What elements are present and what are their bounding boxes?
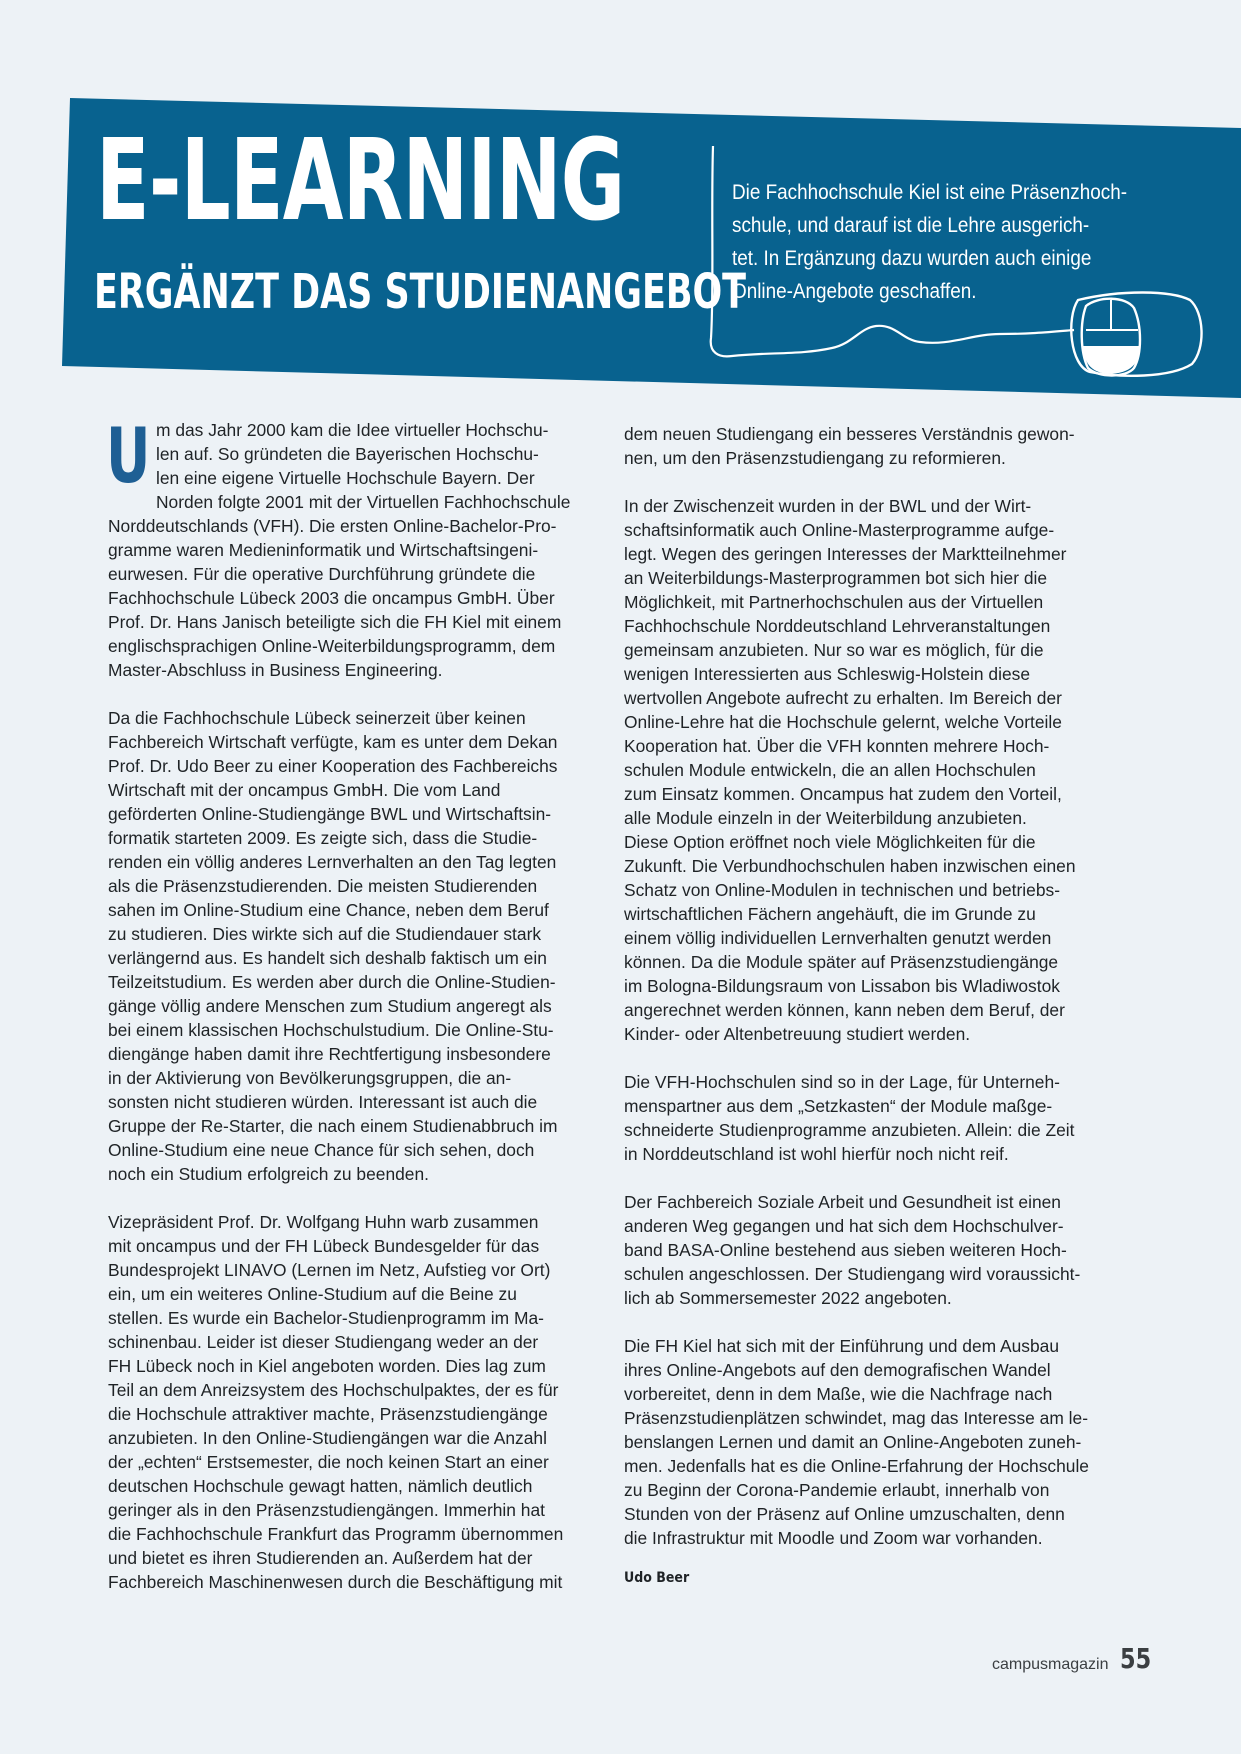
text-line: dem neuen Studiengang ein besseres Verständnis gewon- <box>624 424 1075 444</box>
text-line: Fachbereich Maschinenwesen durch die Beschäftigung mit <box>108 1572 563 1592</box>
paragraph <box>624 1334 1124 1550</box>
text-line: Fachhochschule Lübeck 2003 die oncampus GmbH. Über <box>108 588 555 608</box>
text-line: Wirtschaft mit der oncampus GmbH. Die vom Land <box>108 780 501 800</box>
article-title: E-LEARNING <box>96 116 625 246</box>
text-line: ein, um ein weiteres Online-Studium auf die Beine zu <box>108 1284 517 1304</box>
text-line: bei einem klassischen Hochschulstudium. Die Online-Stu- <box>108 1020 554 1040</box>
text-line: zu Beginn der Corona-Pandemie erlaubt, innerhalb von <box>624 1480 1050 1500</box>
text-line: Da die Fachhochschule Lübeck seinerzeit über keinen <box>108 708 526 728</box>
text-line: benslangen Lernen und damit an Online-Angeboten zuneh- <box>624 1432 1082 1452</box>
text-line: Teil an dem Anreizsystem des Hochschulpaktes, der es für <box>108 1380 559 1400</box>
page-number: 55 <box>1120 1642 1152 1675</box>
text-line: anderen Weg gegangen und hat sich dem Hochschulver- <box>624 1216 1064 1236</box>
text-line: gänge völlig andere Menschen zum Studium angeregt als <box>108 996 552 1016</box>
text-line: gramme waren Medieninformatik und Wirtschaftsingeni- <box>108 540 539 560</box>
text-line: Online-Studium eine neue Chance für sich sehen, doch <box>108 1140 535 1160</box>
left-column <box>106 411 608 1618</box>
text-line: Zukunft. Die Verbundhochschulen haben inzwischen einen <box>624 856 1076 876</box>
text-line: in Norddeutschland ist wohl hierfür noch nicht reif. <box>624 1144 1009 1164</box>
text-line: als die Präsenzstudierenden. Die meisten Studierenden <box>108 876 538 896</box>
text-line: schulen Module entwickeln, die an allen Hochschulen <box>624 760 1036 780</box>
text-line: in der Aktivierung von Bevölkerungsgruppen, die an- <box>108 1068 512 1088</box>
text-line: deutschen Hochschule gewagt hatten, nämlich deutlich <box>108 1476 533 1496</box>
text-line: zu studieren. Dies wirkte sich auf die Studiendauer stark <box>108 924 542 944</box>
paragraph <box>108 1210 608 1594</box>
text-line: lich ab Sommersemester 2022 angeboten. <box>624 1288 952 1308</box>
text-line: vorbereitet, denn in dem Maße, wie die Nachfrage nach <box>624 1384 1053 1404</box>
text-line: Bundesprojekt LINAVO (Lernen im Netz, Aufstieg vor Ort) <box>108 1260 551 1280</box>
text-line: In der Zwischenzeit wurden in der BWL und der Wirt- <box>624 496 1032 516</box>
text-line: Kinder- oder Altenbetreuung studiert werden. <box>624 1024 971 1044</box>
text-line: Fachbereich Wirtschaft verfügte, kam es unter dem Dekan <box>108 732 558 752</box>
paragraph <box>624 1190 1124 1310</box>
text-line: schinenbau. Leider ist dieser Studiengang weder an der <box>108 1332 539 1352</box>
text-line: verlängernd aus. Es handelt sich deshalb faktisch um ein <box>108 948 547 968</box>
text-line: Stunden von der Präsenz auf Online umzuschalten, denn <box>624 1504 1065 1524</box>
paragraph <box>108 706 608 1186</box>
article-subtitle: ERGÄNZT DAS STUDIENANGEBOT <box>94 264 746 320</box>
text-line: Vizepräsident Prof. Dr. Wolfgang Huhn warb zusammen <box>108 1212 539 1232</box>
right-column <box>624 422 1124 1574</box>
text-line: diengänge haben damit ihre Rechtfertigung insbesondere <box>108 1044 551 1064</box>
text-line: band BASA-Online bestehend aus sieben weiteren Hoch- <box>624 1240 1067 1260</box>
text-line: an Weiterbildungs-Masterprogrammen bot sich hier die <box>624 568 1048 588</box>
text-line: alle Module einzeln in der Weiterbildung anzubieten. <box>624 808 1027 828</box>
text-line: wenigen Interessierten aus Schleswig-Holstein diese <box>624 664 1030 684</box>
text-line: geförderten Online-Studiengänge BWL und Wirtschaftsin- <box>108 804 552 824</box>
text-line: menspartner aus dem „Setzkasten“ der Module maßge- <box>624 1096 1053 1116</box>
text-line: len eine eigene Virtuelle Hochschule Bayern. Der <box>156 468 535 488</box>
text-line: Schatz von Online-Modulen in technischen und betriebs- <box>624 880 1060 900</box>
text-line: zum Einsatz kommen. Oncampus hat zudem den Vorteil, <box>624 784 1062 804</box>
text-line: im Bologna-Bildungsraum von Lissabon bis Wladiwostok <box>624 976 1060 996</box>
text-line: Online-Lehre hat die Hochschule gelernt, welche Vorteile <box>624 712 1062 732</box>
text-line: formatik starteten 2009. Es zeigte sich, dass die Studie- <box>108 828 538 848</box>
text-line: gemeinsam anzubieten. Nur so war es möglich, für die <box>624 640 1044 660</box>
text-line: FH Lübeck noch in Kiel angeboten worden. Dies lag zum <box>108 1356 546 1376</box>
text-line: Die FH Kiel hat sich mit der Einführung und dem Ausbau <box>624 1336 1059 1356</box>
text-line: m das Jahr 2000 kam die Idee virtueller Hochschu- <box>156 420 549 440</box>
text-line: Teilzeitstudium. Es werden aber durch die Online-Studien- <box>108 972 556 992</box>
text-line: die Infrastruktur mit Moodle und Zoom war vorhanden. <box>624 1528 1043 1548</box>
text-line: der „echten“ Erstsemester, die noch keinen Start an einer <box>108 1452 549 1472</box>
text-line: Der Fachbereich Soziale Arbeit und Gesundheit ist einen <box>624 1192 1061 1212</box>
text-line: Fachhochschule Norddeutschland Lehrveranstaltungen <box>624 616 1051 636</box>
text-line: Möglichkeit, mit Partnerhochschulen aus der Virtuellen <box>624 592 1044 612</box>
paragraph <box>624 1070 1124 1166</box>
text-line: und bietet es ihren Studierenden an. Außerdem hat der <box>108 1548 533 1568</box>
intro-line: Online-Angebote geschaffen. <box>732 280 977 303</box>
text-line: eurwesen. Für die operative Durchführung gründete die <box>108 564 536 584</box>
text-line: geringer als in den Präsenzstudiengängen. Immerhin hat <box>108 1500 545 1520</box>
text-line: die Fachhochschule Frankfurt das Programm übernommen <box>108 1524 564 1544</box>
text-line: englischsprachigen Online-Weiterbildungsprogramm, dem <box>108 636 556 656</box>
text-line: Diese Option eröffnet noch viele Möglichkeiten für die <box>624 832 1036 852</box>
text-line: ihres Online-Angebots auf den demografischen Wandel <box>624 1360 1051 1380</box>
text-line: legt. Wegen des geringen Interesses der Marktteilnehmer <box>624 544 1067 564</box>
text-line: einem völlig individuellen Lernverhalten genutzt werden <box>624 928 1052 948</box>
text-line: Norden folgte 2001 mit der Virtuellen Fachhochschule <box>156 492 571 512</box>
intro-line: schule, und darauf ist die Lehre ausgerich- <box>732 214 1090 237</box>
article-intro <box>732 176 1128 308</box>
intro-line: Die Fachhochschule Kiel ist eine Präsenzhoch- <box>732 181 1128 204</box>
text-line: wirtschaftlichen Fächern angehäuft, die im Grunde zu <box>624 904 1036 924</box>
text-line: renden ein völlig anderes Lernverhalten an den Tag legten <box>108 852 557 872</box>
text-line: sonsten nicht studieren würden. Interessant ist auch die <box>108 1092 538 1112</box>
text-line: sahen im Online-Studium eine Chance, neben dem Beruf <box>108 900 549 920</box>
text-line: Gruppe der Re-Starter, die nach einem Studienabbruch im <box>108 1116 558 1136</box>
text-line: nen, um den Präsenzstudiengang zu reformieren. <box>624 448 1006 468</box>
paragraph <box>624 422 1124 470</box>
text-line: wertvollen Angebote aufrecht zu erhalten. Im Bereich der <box>624 688 1062 708</box>
text-line: Prof. Dr. Hans Janisch beteiligte sich die FH Kiel mit einem <box>108 612 562 632</box>
text-line: mit oncampus und der FH Lübeck Bundesgelder für das <box>108 1236 540 1256</box>
magazine-name: campusmagazin <box>992 1656 1109 1673</box>
text-line: Prof. Dr. Udo Beer zu einer Kooperation des Fachbereichs <box>108 756 558 776</box>
text-line: angerechnet werden können, kann neben dem Beruf, der <box>624 1000 1065 1020</box>
dropcap: U <box>106 411 151 500</box>
text-line: Norddeutschlands (VFH). Die ersten Online-Bachelor-Pro- <box>108 516 557 536</box>
text-line: len auf. So gründeten die Bayerischen Hochschu- <box>156 444 539 464</box>
text-line: men. Jedenfalls hat es die Online-Erfahrung der Hochschule <box>624 1456 1089 1476</box>
text-line: schulen angeschlossen. Der Studiengang wird voraussicht- <box>624 1264 1081 1284</box>
text-line: die Hochschule attraktiver machte, Präsenzstudiengänge <box>108 1404 548 1424</box>
text-line: schneiderte Studienprogramme anzubieten. Allein: die Zeit <box>624 1120 1075 1140</box>
paragraph <box>624 494 1124 1046</box>
text-line: Die VFH-Hochschulen sind so in der Lage, für Unterneh- <box>624 1072 1060 1092</box>
intro-line: tet. In Ergänzung dazu wurden auch einige <box>732 247 1092 270</box>
author-byline: Udo Beer <box>624 1570 690 1586</box>
text-line: schaftsinformatik auch Online-Masterprogramme aufge- <box>624 520 1055 540</box>
text-line: können. Da die Module später auf Präsenzstudiengänge <box>624 952 1059 972</box>
text-line: noch ein Studium erfolgreich zu beenden. <box>108 1164 429 1184</box>
text-line: stellen. Es wurde ein Bachelor-Studienprogramm im Ma- <box>108 1308 544 1328</box>
text-line: anzubieten. In den Online-Studiengängen war die Anzahl <box>108 1428 547 1448</box>
text-line: Master-Abschluss in Business Engineering. <box>108 660 443 680</box>
text-line: Kooperation hat. Über die VFH konnten mehrere Hoch- <box>624 736 1050 756</box>
text-line: Präsenzstudienplätzen schwindet, mag das Interesse am le- <box>624 1408 1088 1428</box>
paragraph <box>106 411 608 682</box>
header-banner <box>0 0 1241 400</box>
